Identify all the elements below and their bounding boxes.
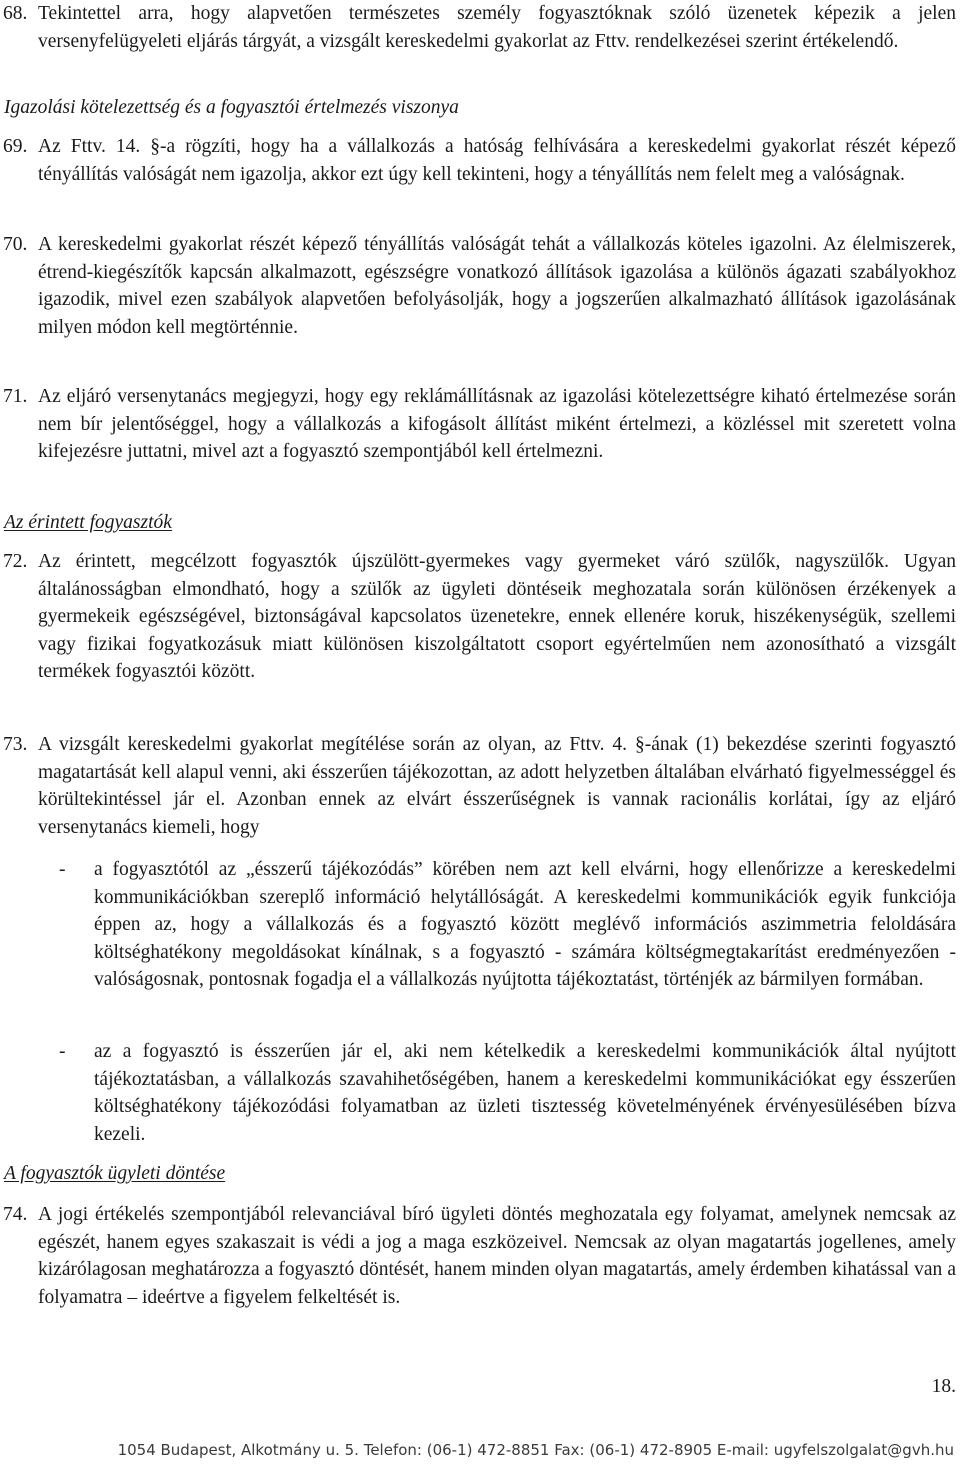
paragraph-number: 74.	[3, 1204, 28, 1225]
paragraph-text: A jogi értékelés szempontjából relevanciával bíró ügyleti döntés meghozatala egy folyamat, amelynek nemcsak az egészét, hanem egyes szakaszait is védi a jog a maga eszközeivel. Nemcsak az olyan magatartás jogellenes, amely kizárólagosan meghatározza a fogyasztó döntését, hanem minden olyan magatartás, amely érdemben kihatással van a folyamatra – ideértve a figyelem felkeltését is.	[38, 1204, 956, 1308]
page-footer: 1054 Budapest, Alkotmány u. 5. Telefon: (06-1) 472-8851 Fax: (06-1) 472-8905 E-mail: ugyfelszolgalat@gvh.hu	[117, 1441, 954, 1459]
paragraph-text: A vizsgált kereskedelmi gyakorlat megítélése során az olyan, az Fttv. 4. §-ának (1) bekezdése szerinti fogyasztó magatartását kell alapul venni, aki ésszerűen tájékozottan, az adott helyzetben általában elvárható figyelmességgel és körültekintéssel jár el. Azonban ennek az elvárt ésszerűségnek is vannak racionális korlátai, így az eljáró versenytanács kiemeli, hogy	[38, 734, 956, 838]
section-heading-erintett-fogyasztok: Az érintett fogyasztók	[4, 512, 172, 533]
paragraph-number: 72.	[3, 551, 28, 572]
paragraph-68	[0, 0, 956, 55]
paragraph-number: 69.	[3, 136, 28, 157]
paragraph-text: A kereskedelmi gyakorlat részét képező tényállítás valóságát tehát a vállalkozás köteles igazolni. Az élelmiszerek, étrend-kiegészítők kapcsán alkalmazott, egészségre vonatkozó állítások igazolása a különös ágazati szabályokhoz igazodik, mivel ezen szabályok alapvetően befolyásolják, hogy a jogszerűen alkalmazható állítások igazolásának milyen módon kell megtörténnie.	[38, 234, 956, 338]
list-item	[0, 1038, 956, 1148]
paragraph-number: 71.	[3, 386, 28, 407]
paragraph-73	[0, 731, 956, 841]
paragraph-text: Tekintettel arra, hogy alapvetően természetes személy fogyasztóknak szóló üzenetek képezik a jelen versenyfelügyeleti eljárás tárgyát, a vizsgált kereskedelmi gyakorlat az Fttv. rendelkezései szerint értékelendő.	[38, 3, 956, 52]
list-dash: -	[59, 1041, 66, 1062]
page-number: 18.	[931, 1376, 956, 1397]
section-heading-ugyleti-dontes: A fogyasztók ügyleti döntése	[4, 1163, 226, 1184]
paragraph-text: Az érintett, megcélzott fogyasztók újszülött-gyermekes vagy gyermeket váró szülők, nagyszülők. Ugyan általánosságban elmondható, hogy a szülők az ügyleti döntéseik meghozatala során különösen érzékenyek a gyermekeik egészségével, biztonságával kapcsolatos üzenetekre, ennek ellenére koruk, hiszékenységük, szellemi vagy fizikai fogyatkozásuk miatt különösen kiszolgáltatott csoport egyértelműen nem azonosítható a vizsgált termékek fogyasztói között.	[38, 551, 956, 683]
paragraph-number: 73.	[3, 734, 28, 755]
list-item	[0, 856, 956, 994]
paragraph-69	[0, 133, 956, 188]
list-dash: -	[59, 859, 66, 880]
list-item-text: az a fogyasztó is ésszerűen jár el, aki nem kételkedik a kereskedelmi kommunikációk által nyújtott tájékoztatásban, a vállalkozás szavahihetőségében, hanem a kereskedelmi kommunikációkat egy ésszerűen költséghatékony tájékozódási folyamatban az üzleti tisztesség követelményének érvényesülésében bízva kezeli.	[94, 1041, 956, 1145]
paragraph-70	[0, 231, 956, 341]
paragraph-number: 68.	[3, 3, 28, 24]
paragraph-text: Az Fttv. 14. §-a rögzíti, hogy ha a vállalkozás a hatóság felhívására a kereskedelmi gyakorlat részét képező tényállítás valóságát nem igazolja, akkor ezt úgy kell tekinteni, hogy a tényállítás nem felelt meg a valóságnak.	[38, 136, 956, 185]
paragraph-72	[0, 548, 956, 686]
list-item-text: a fogyasztótól az „ésszerű tájékozódás” körében nem azt kell elvárni, hogy ellenőrizze a kereskedelmi kommunikációkban szereplő információ helytállóságát. A kereskedelmi kommunikációk egyik funkciója éppen az, hogy a vállalkozás és a fogyasztó között meglévő információs aszimmetria feloldására költséghatékony megoldásokat kínálnak, s a fogyasztó - számára költségmegtakarítást eredményezően - valóságosnak, pontosnak fogadja el a vállalkozás nyújtotta tájékoztatást, történjék az bármilyen formában.	[94, 859, 956, 991]
paragraph-number: 70.	[3, 234, 28, 255]
paragraph-71	[0, 383, 956, 466]
paragraph-text: Az eljáró versenytanács megjegyzi, hogy egy reklámállításnak az igazolási kötelezettségre kiható értelmezése során nem bír jelentőséggel, hogy a vállalkozás a kifogásolt állítást miként értelmezi, a közléssel mit szeretett volna kifejezésre juttatni, mivel azt a fogyasztó szempontjából kell értelmezni.	[38, 386, 956, 463]
section-heading-igazolasi: Igazolási kötelezettség és a fogyasztói értelmezés viszonya	[4, 97, 459, 118]
paragraph-74	[0, 1201, 956, 1311]
